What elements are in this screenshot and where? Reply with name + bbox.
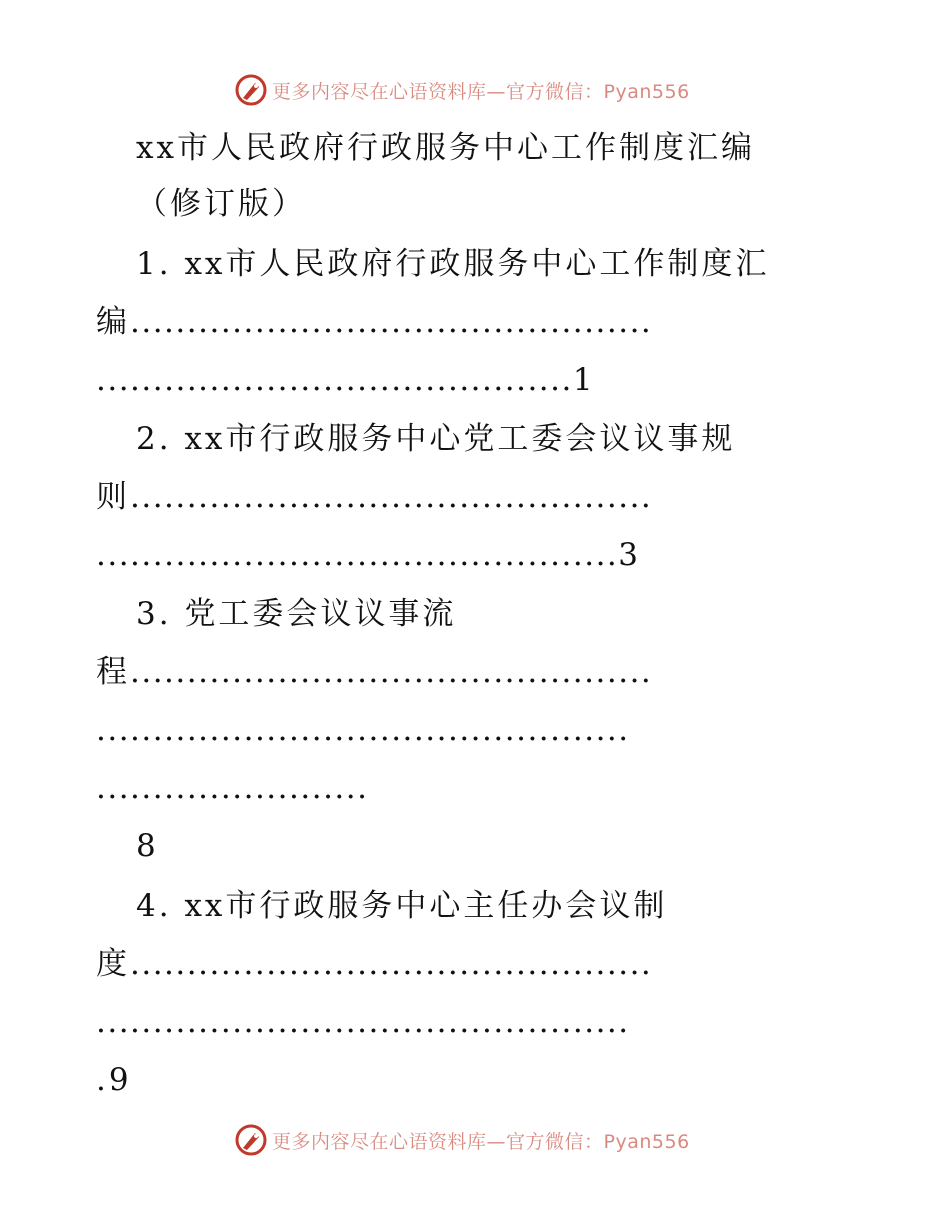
toc-entry-heading xyxy=(136,886,667,926)
toc-title-tail: 则 xyxy=(96,479,130,515)
toc-leader-line xyxy=(96,1002,630,1042)
toc-number: 3. xyxy=(136,596,172,632)
toc-title: xx市人民政府行政服务中心工作制度汇 xyxy=(184,246,770,282)
toc-number: 2. xyxy=(136,421,172,457)
toc-title-continuation xyxy=(96,302,652,342)
toc-title-tail: 编 xyxy=(96,304,130,340)
toc-leader-line xyxy=(96,768,369,808)
toc-entry-heading xyxy=(136,244,769,284)
toc-page-number: .9 xyxy=(96,1062,132,1098)
toc-leader-dots: ............................................... xyxy=(96,1004,630,1040)
footer-banner xyxy=(234,1120,690,1160)
toc-leader-dots: .......................................... xyxy=(96,362,573,398)
toc-page-number: 8 xyxy=(136,828,159,864)
toc-leader-dots: .............................................. xyxy=(130,479,653,515)
pen-nib-logo-icon xyxy=(234,1123,268,1157)
toc-title: xx市行政服务中心主任办会议制 xyxy=(184,888,668,924)
toc-leader-dots: .............................................. xyxy=(96,537,619,573)
toc-title: 党工委会议议事流 xyxy=(184,596,457,632)
toc-page-number: 1 xyxy=(572,362,596,398)
toc-number: 4. xyxy=(136,888,172,924)
toc-title-continuation xyxy=(96,477,652,517)
document-title: xx市人民政府行政服务中心工作制度汇编 xyxy=(136,130,755,166)
banner-text: 更多内容尽在心语资料库—官方微信：Pyan556 xyxy=(272,1130,690,1153)
toc-leader-dots: .............................................. xyxy=(130,654,653,690)
toc-leader-dots: .............................................. xyxy=(130,946,653,982)
document-subtitle: （修订版） xyxy=(136,186,306,222)
toc-number: 1. xyxy=(136,246,172,282)
toc-page-number: 3 xyxy=(618,537,642,573)
toc-leader-dots: ............................................... xyxy=(96,712,630,748)
toc-title-continuation xyxy=(96,944,652,984)
toc-leader-line xyxy=(96,535,641,575)
toc-leader-line xyxy=(96,710,630,750)
toc-leader-line xyxy=(96,360,596,400)
banner-text: 更多内容尽在心语资料库—官方微信：Pyan556 xyxy=(272,80,690,103)
toc-leader-dots: .............................................. xyxy=(130,304,653,340)
toc-leader-dots: ........................ xyxy=(96,770,369,806)
header-banner xyxy=(234,70,690,110)
toc-title-tail: 度 xyxy=(96,946,130,982)
toc-entry-heading xyxy=(136,419,735,459)
toc-title-tail: 程 xyxy=(96,654,130,690)
toc-title: xx市行政服务中心党工委会议议事规 xyxy=(184,421,736,457)
toc-title-continuation xyxy=(96,652,652,692)
pen-nib-logo-icon xyxy=(234,73,268,107)
toc-entry-heading xyxy=(136,594,456,634)
